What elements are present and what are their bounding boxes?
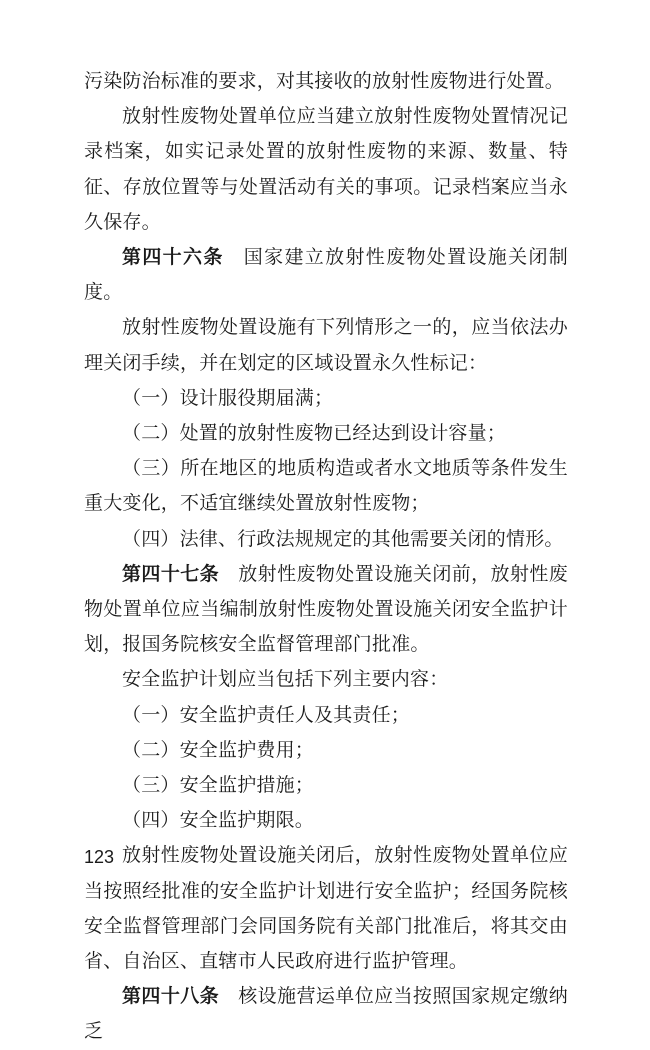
article-number: 第四十八条	[122, 985, 220, 1008]
paragraph: 放射性废物处置设施关闭后，放射性废物处置单位应当按照经批准的安全监护计划进行安全监护；经国务院核安全监督管理部门会同国务院有关部门批准后，将其交由省、自治区、直辖市人民政府进行监护管理。	[84, 844, 568, 973]
page-number: 123	[84, 847, 115, 867]
paragraph: 安全监护计划应当包括下列主要内容：	[122, 668, 449, 691]
list-item: （二）安全监护费用；	[122, 738, 315, 761]
paragraph: 放射性废物处置设施有下列情形之一的，应当依法办理关闭手续，并在划定的区域设置永久性标记：	[84, 316, 568, 374]
list-item: （三）安全监护措施；	[122, 774, 315, 797]
article-number: 第四十七条	[122, 562, 220, 585]
list-item: （二）处置的放射性废物已经达到设计容量；	[122, 422, 507, 445]
article-text: 放射性废物处置设施关闭前，放射性废物处置单位应当编制放射性废物处置设施关闭安全监护计划，报国务院核安全监督管理部门批准。	[84, 562, 568, 656]
list-item: （一）设计服役期届满；	[122, 386, 334, 409]
article-number: 第四十六条	[122, 246, 224, 269]
article-paragraph	[84, 979, 568, 1049]
document-body	[84, 64, 568, 1050]
list-item: （三）所在地区的地质构造或者水文地质等条件发生重大变化，不适宜继续处置放射性废物；	[84, 457, 568, 515]
article-paragraph	[84, 240, 568, 310]
paragraph: 污染防治标准的要求，对其接收的放射性废物进行处置。	[84, 70, 565, 92]
list-item: （一）安全监护责任人及其责任；	[122, 703, 411, 726]
paragraph: 放射性废物处置单位应当建立放射性废物处置情况记录档案，如实记录处置的放射性废物的来源、数量、特征、存放位置等与处置活动有关的事项。记录档案应当永久保存。	[84, 105, 568, 233]
list-item: （四）安全监护期限。	[122, 809, 315, 832]
article-text: 核设施营运单位应当按照国家规定缴纳乏	[84, 985, 568, 1043]
article-text: 国家建立放射性废物处置设施关闭制度。	[84, 246, 568, 304]
list-item: （四）法律、行政法规规定的其他需要关闭的情形。	[122, 527, 564, 550]
article-paragraph	[84, 557, 568, 663]
